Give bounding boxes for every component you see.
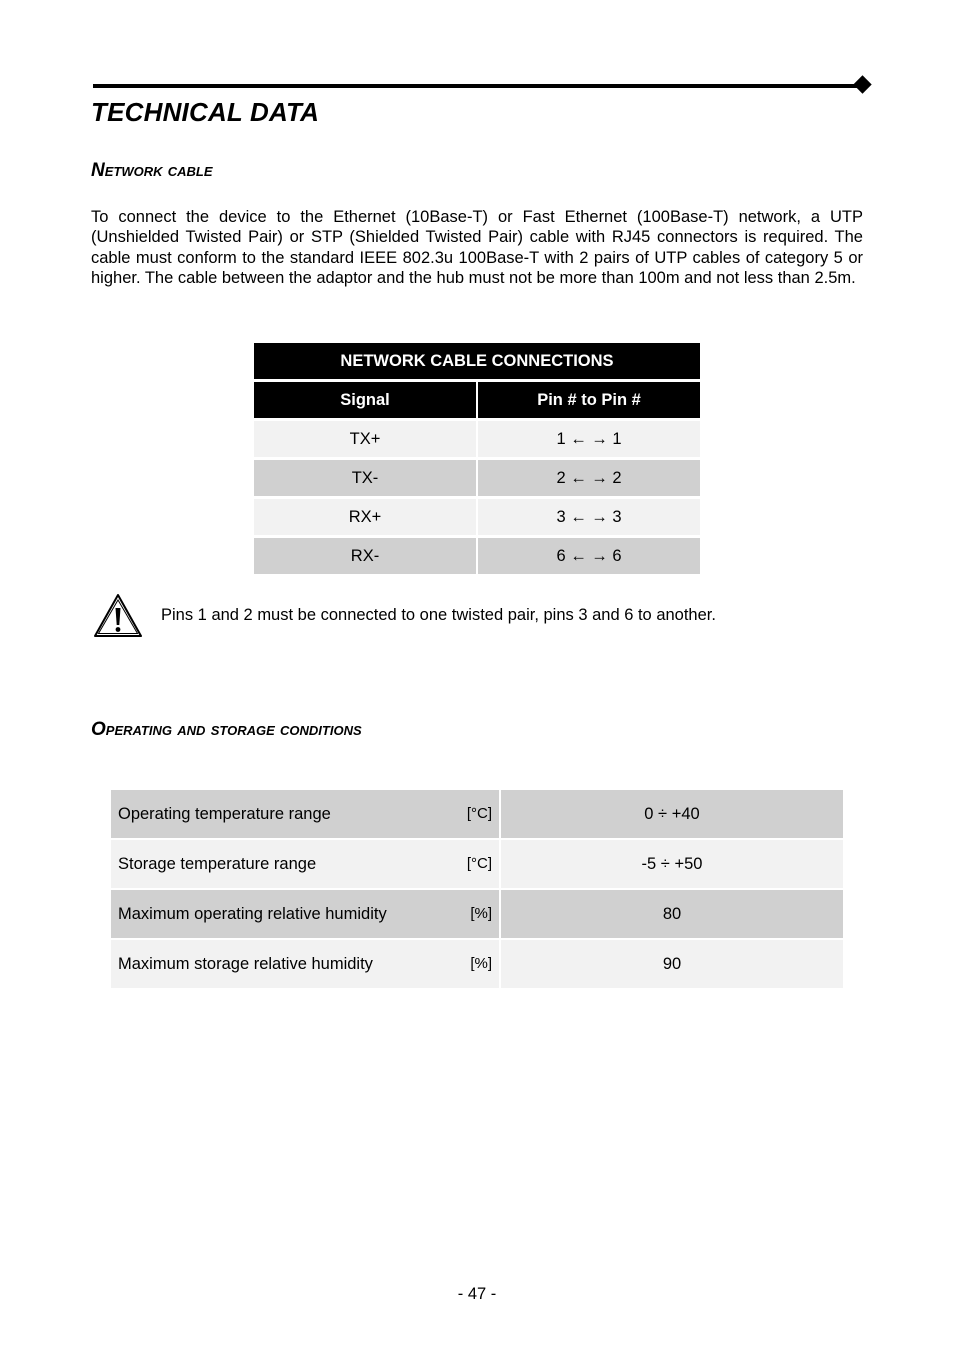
condition-label: Maximum operating relative humidity [118, 904, 387, 923]
network-cable-heading: Network cable [91, 160, 213, 181]
table-row [111, 840, 843, 888]
table-row [111, 940, 843, 988]
column-header-pins: Pin # to Pin # [478, 382, 700, 418]
pins-cell: 6 ← → 6 [478, 538, 700, 574]
table-row [254, 499, 700, 535]
condition-unit: [°C] [466, 854, 492, 872]
table-row [254, 538, 700, 574]
condition-value: 90 [501, 940, 843, 988]
condition-unit: [%] [470, 904, 492, 922]
network-cable-intro: To connect the device to the Ethernet (10Base-T) or Fast Ethernet (100Base-T) network, a UTP (Unshielded Twisted Pair) or STP (Shielded Twisted Pair) cable with RJ45 connectors is required. The cable must conform to the standard IEEE 802.3u 100Base-T with 2 pairs of UTP cables of category 5 or higher. The cable between the adaptor and the hub must not be more than 100m and not less than 2.5m. [91, 208, 863, 287]
condition-unit: [°C] [466, 804, 492, 822]
table-row [111, 890, 843, 938]
condition-label-cell [111, 890, 499, 938]
operating-conditions-heading: Operating and storage conditions [91, 719, 362, 740]
condition-label-cell [111, 840, 499, 888]
condition-label-cell [111, 940, 499, 988]
condition-value: -5 ÷ +50 [501, 840, 843, 888]
page-number: - 47 - [457, 1285, 497, 1303]
table-header-row [254, 382, 700, 418]
condition-label-cell [111, 790, 499, 838]
conditions-table [109, 788, 845, 990]
page-title: TECHNICAL DATA [91, 97, 320, 127]
header-diamond [853, 75, 871, 93]
pins-cell: 3 ← → 3 [478, 499, 700, 535]
signal-cell: RX- [254, 538, 476, 574]
table-caption: NETWORK CABLE CONNECTIONS [254, 343, 700, 379]
header-rule [93, 84, 863, 88]
table-row [111, 790, 843, 838]
table-caption-row [254, 343, 700, 379]
condition-label: Storage temperature range [118, 854, 317, 873]
table-row [254, 460, 700, 496]
column-header-signal: Signal [254, 382, 476, 418]
pins-cell: 2 ← → 2 [478, 460, 700, 496]
signal-cell: TX+ [254, 421, 476, 457]
condition-unit: [%] [470, 954, 492, 972]
table-row [254, 421, 700, 457]
signal-cell: TX- [254, 460, 476, 496]
condition-value: 80 [501, 890, 843, 938]
condition-value: 0 ÷ +40 [501, 790, 843, 838]
condition-label: Operating temperature range [118, 804, 331, 823]
network-cable-table [252, 340, 702, 577]
warning-triangle-icon [93, 593, 143, 639]
signal-cell: RX+ [254, 499, 476, 535]
warning-note: Pins 1 and 2 must be connected to one twisted pair, pins 3 and 6 to another. [161, 606, 716, 624]
pins-cell: 1 ← → 1 [478, 421, 700, 457]
condition-label: Maximum storage relative humidity [118, 954, 373, 973]
